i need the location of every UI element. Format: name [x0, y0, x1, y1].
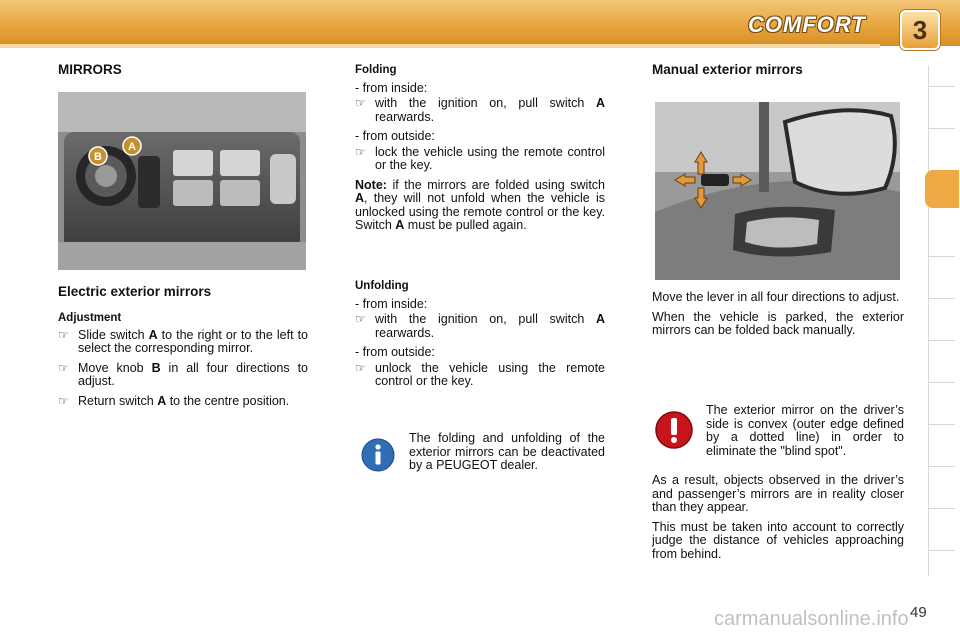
- hand-pointer-icon: ☞: [58, 360, 69, 375]
- chapter-title: COMFORT: [748, 12, 866, 37]
- exclamation-icon: [654, 410, 694, 450]
- bullet-item: ☞ Return switch A to the centre position.: [58, 393, 290, 408]
- bullet-item: ☞ with the ignition on, pull switch A rearwards.: [355, 312, 605, 340]
- chapter-tab[interactable]: [929, 86, 955, 87]
- heading-unfolding: Unfolding: [355, 280, 409, 292]
- header-stripe: [0, 44, 880, 48]
- left-column-text: [58, 312, 308, 414]
- chapter-tab-active[interactable]: [925, 170, 959, 208]
- bullet-item: ☞ Move knob B in all four directions to adjust.: [58, 360, 308, 388]
- hand-pointer-icon: ☞: [58, 327, 69, 342]
- hand-pointer-icon: ☞: [355, 96, 366, 110]
- section-title-mirrors: MIRRORS: [58, 62, 122, 77]
- door-switch-photo: [58, 92, 306, 270]
- subheading-adjustment: Adjustment: [58, 312, 122, 324]
- label-a: A: [128, 141, 136, 153]
- chapter-tab[interactable]: [929, 128, 955, 129]
- info-icon: [361, 438, 395, 472]
- section-title-electric: Electric exterior mirrors: [58, 284, 212, 299]
- bullet-item: ☞ with the ignition on, pull switch A rearwards.: [355, 96, 605, 124]
- hand-pointer-icon: ☞: [355, 312, 366, 326]
- bullet-item: ☞ lock the vehicle using the remote control or the key.: [355, 144, 605, 172]
- mirror-distance-text: [652, 474, 904, 567]
- para-fold-back: When the vehicle is parked, the exterior mirrors can be folded back manually.: [652, 309, 904, 337]
- folding-section: [355, 64, 605, 239]
- chapter-tab[interactable]: [929, 424, 955, 425]
- chapter-tab[interactable]: [929, 340, 955, 341]
- bullet-item: ☞ Slide switch A to the right or to the left to select the corresponding mirror.: [58, 327, 308, 355]
- para-judge-distance: This must be taken into account to correctly judge the distance of vehicles approaching from behind.: [652, 519, 904, 561]
- from-outside-label: - from outside:: [355, 345, 435, 359]
- page-number: 49: [910, 604, 927, 621]
- manual-mirror-text: [652, 291, 904, 344]
- folding-note: Note: if the mirrors are folded using switch A, they will not unfold when the vehicle is unlocked using the remote control or the key. Switch A must be pulled again.: [355, 177, 605, 232]
- chapter-number-badge: 3: [900, 10, 940, 50]
- chapter-tab[interactable]: [929, 298, 955, 299]
- chapter-tab[interactable]: [929, 256, 955, 257]
- hand-pointer-icon: ☞: [58, 393, 69, 408]
- unfolding-section: [355, 280, 605, 395]
- chapter-tabs: [928, 66, 955, 576]
- label-b: B: [94, 151, 102, 163]
- chapter-tab[interactable]: [929, 550, 955, 551]
- section-title-manual: Manual exterior mirrors: [652, 62, 803, 77]
- warning-text: The exterior mirror on the driver’s side is convex (outer edge defined by a dotted line) in order to eliminate the "blind spot".: [706, 403, 904, 458]
- heading-folding: Folding: [355, 64, 397, 76]
- from-outside-label: - from outside:: [355, 129, 435, 143]
- info-note: [355, 428, 607, 490]
- manual-mirror-photo: [655, 102, 900, 280]
- from-inside-label: - from inside:: [355, 296, 428, 311]
- bullet-item: ☞ unlock the vehicle using the remote control or the key.: [355, 360, 605, 388]
- watermark: carmanualsonline.info: [714, 608, 909, 630]
- warning-note: [652, 402, 904, 476]
- info-note-text: The folding and unfolding of the exterior mirrors can be deactivated by a PEUGEOT dealer.: [409, 431, 605, 472]
- para-move-lever: Move the lever in all four directions to adjust.: [652, 290, 900, 304]
- hand-pointer-icon: ☞: [355, 360, 366, 375]
- chapter-tab[interactable]: [929, 508, 955, 509]
- from-inside-label: - from inside:: [355, 80, 428, 95]
- chapter-tab[interactable]: [929, 382, 955, 383]
- chapter-tab[interactable]: [929, 466, 955, 467]
- hand-pointer-icon: ☞: [355, 144, 366, 159]
- para-closer-than-appear: As a result, objects observed in the driver’s and passenger’s mirrors are in reality closer than they appear.: [652, 473, 904, 514]
